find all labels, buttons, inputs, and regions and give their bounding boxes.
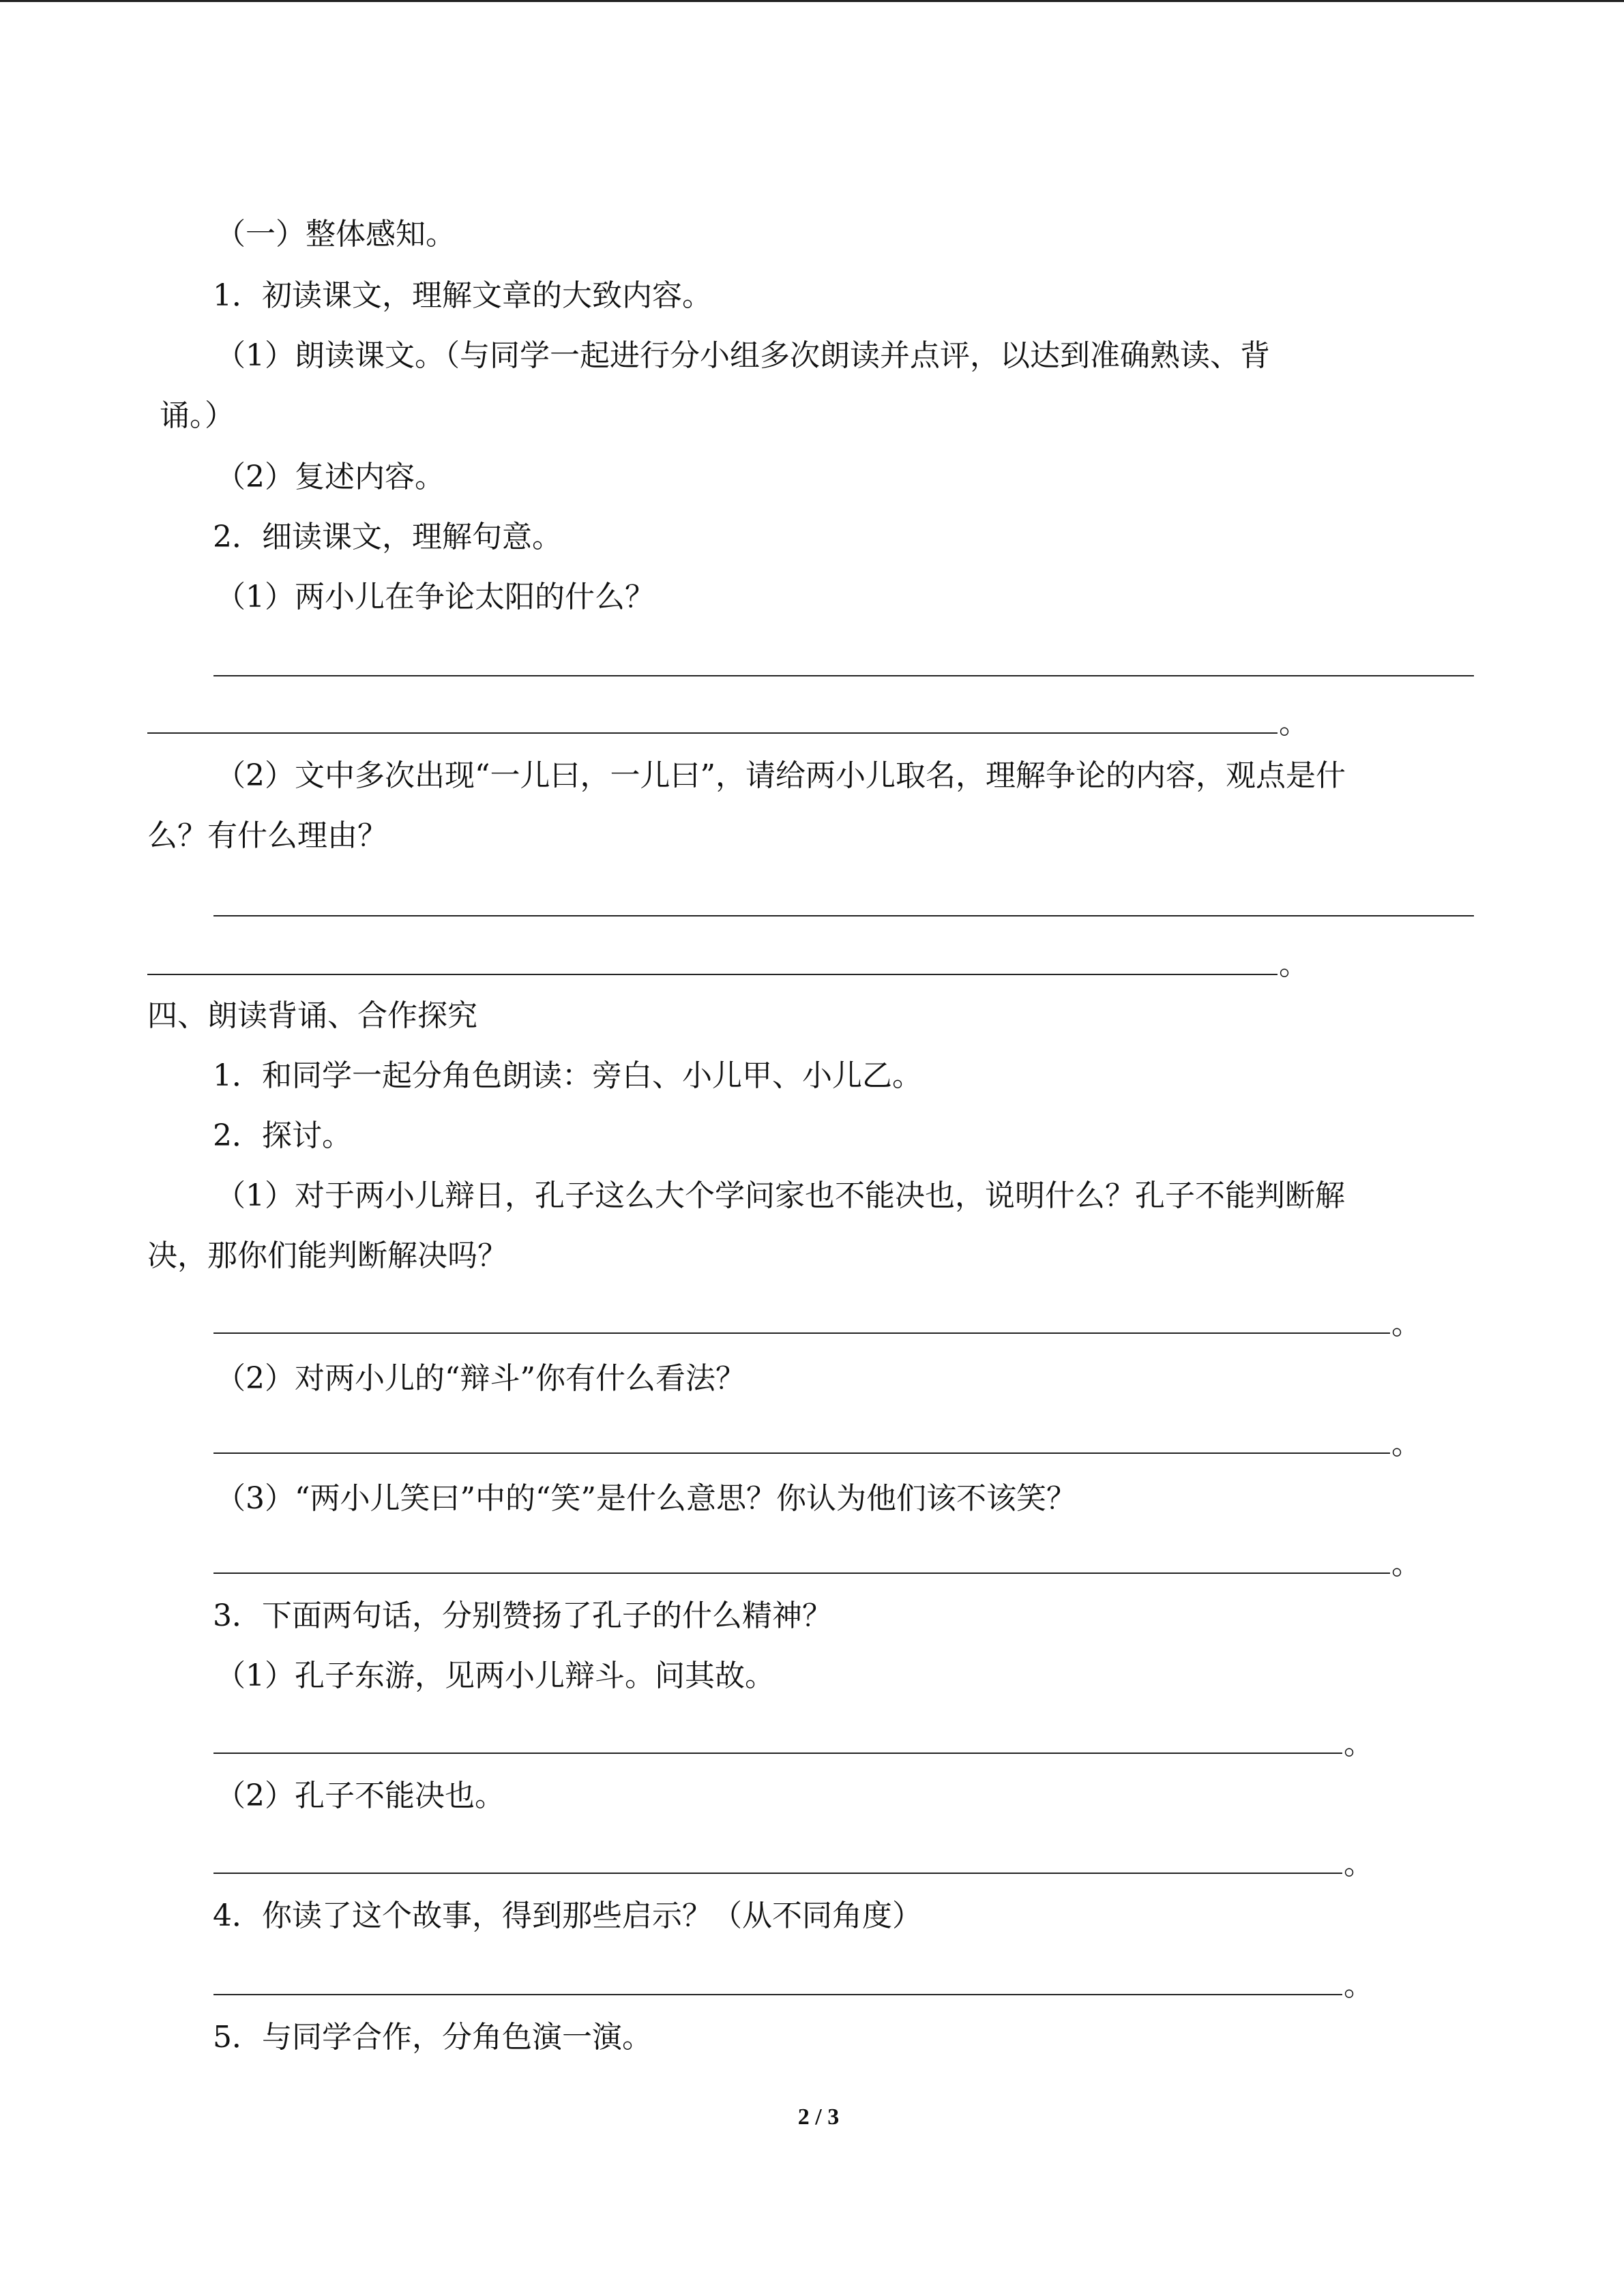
- period-mark: 。: [1344, 1847, 1374, 1881]
- answer-line[interactable]: [147, 732, 1278, 734]
- p4-2-2: （2）对两小儿的“辩斗”你有什么看法？: [216, 1361, 745, 1396]
- p4-1: 1．和同学一起分角色朗读：旁白、小儿甲、小儿乙。: [213, 1058, 922, 1093]
- answer-line[interactable]: [213, 1873, 1342, 1874]
- period-mark: 。: [1279, 706, 1309, 741]
- item-2-1: （1）两小儿在争论太阳的什么？: [216, 580, 655, 614]
- section-4-heading: 四、朗读背诵、合作探究: [147, 998, 477, 1033]
- p4-4: 4．你读了这个故事，得到那些启示？（从不同角度）: [213, 1898, 922, 1933]
- section-overall-heading: （一）整体感知。: [216, 217, 456, 252]
- p4-3: 3．下面两句话，分别赞扬了孔子的什么精神？: [213, 1598, 832, 1633]
- period-mark: 。: [1391, 1427, 1421, 1461]
- answer-line[interactable]: [213, 1452, 1390, 1454]
- answer-line[interactable]: [213, 1572, 1390, 1574]
- item-1-1-line1: （1）朗读课文。（与同学一起进行分小组多次朗读并点评，以达到准确熟读、背: [216, 338, 1270, 373]
- item-2-2-line2: 么？有什么理由？: [147, 818, 387, 853]
- period-mark: 。: [1344, 1968, 1374, 2003]
- item-2: 2．细读课文，理解句意。: [213, 520, 562, 554]
- p4-2-3: （3）“两小儿笑曰”中的“笑”是什么意思？你认为他们该不该笑？: [216, 1481, 1076, 1516]
- answer-line[interactable]: [213, 1753, 1342, 1754]
- p4-2-1-line1: （1）对于两小儿辩日，孔子这么大个学问家也不能决也，说明什么？孔子不能判断解: [216, 1178, 1345, 1213]
- answer-line[interactable]: [213, 1994, 1342, 1995]
- item-1-1-line2: 诵。）: [160, 398, 235, 433]
- answer-line[interactable]: [213, 1332, 1390, 1334]
- p4-3-1: （1）孔子东游，见两小儿辩斗。问其故。: [216, 1658, 775, 1693]
- item-2-2-line1: （2）文中多次出现“一儿曰，一儿曰”，请给两小儿取名，理解争论的内容，观点是什: [216, 758, 1346, 793]
- answer-line[interactable]: [147, 974, 1278, 975]
- period-mark: 。: [1391, 1307, 1421, 1341]
- item-1-2: （2）复述内容。: [216, 460, 445, 494]
- p4-5: 5．与同学合作，分角色演一演。: [213, 2020, 652, 2055]
- answer-line[interactable]: [213, 675, 1474, 676]
- p4-2-1-line2: 决，那你们能判断解决吗？: [147, 1238, 507, 1273]
- item-1: 1．初读课文，理解文章的大致内容。: [213, 278, 712, 313]
- period-mark: 。: [1391, 1547, 1421, 1581]
- top-border: [0, 0, 1624, 2]
- answer-line[interactable]: [213, 915, 1474, 916]
- period-mark: 。: [1279, 947, 1309, 982]
- p4-3-2: （2）孔子不能决也。: [216, 1778, 505, 1813]
- page-number: 2 / 3: [797, 2104, 840, 2130]
- period-mark: 。: [1344, 1727, 1374, 1761]
- p4-2: 2．探讨。: [213, 1118, 352, 1153]
